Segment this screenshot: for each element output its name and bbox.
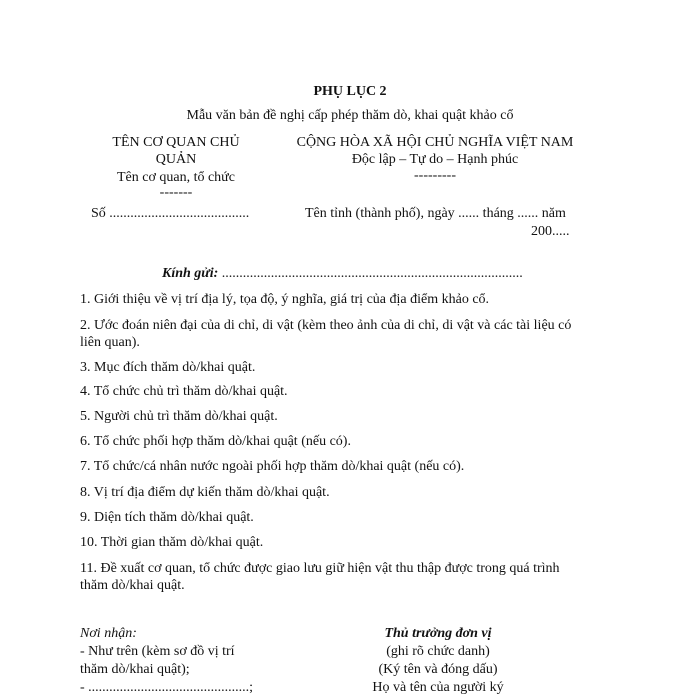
list-item: 2. Ước đoán niên đại của di chỉ, di vật (kèm theo ảnh của di chỉ, di vật và các tài liệu có (80, 318, 572, 333)
document-title: PHỤ LỤC 2 (313, 84, 387, 99)
agency-name-line1: TÊN CƠ QUAN CHỦ (112, 135, 240, 150)
place-date-year: 200..... (531, 224, 570, 239)
salutation-label: Kính gửi: (162, 266, 219, 281)
signer-position-note: (ghi rõ chức danh) (386, 644, 490, 659)
salutation (162, 265, 523, 283)
list-item: 10. Thời gian thăm dò/khai quật. (80, 535, 264, 550)
recipients-label: Nơi nhận: (80, 626, 137, 641)
signer-name-note: Họ và tên của người ký (372, 680, 504, 695)
list-item: 5. Người chủ trì thăm dò/khai quật. (80, 409, 278, 424)
list-item: 4. Tổ chức chủ trì thăm dò/khai quật. (80, 384, 288, 399)
salutation-recipient-dots: ...................................................................................... (221, 266, 523, 281)
list-item: 6. Tổ chức phối hợp thăm dò/khai quật (nếu có). (80, 434, 351, 449)
document-subtitle: Mẫu văn bản đề nghị cấp phép thăm dò, khai quật khảo cổ (186, 108, 514, 123)
list-item: 1. Giới thiệu về vị trí địa lý, tọa độ, ý nghĩa, giá trị của địa điểm khảo cổ. (80, 292, 490, 307)
recipient-line: - ..............................................; (80, 680, 254, 695)
recipient-line: - Như trên (kèm sơ đồ vị trí (80, 644, 235, 659)
list-item-continuation: liên quan). (80, 335, 140, 350)
national-motto: Độc lập – Tự do – Hạnh phúc (351, 152, 519, 167)
signature-seal-note: (Ký tên và đóng dấu) (378, 662, 498, 677)
right-header-rule: --------- (414, 168, 456, 183)
organization-name: Tên cơ quan, tổ chức (116, 170, 235, 185)
agency-name-line2: QUẢN (155, 152, 197, 167)
list-item-continuation: thăm dò/khai quật. (80, 578, 185, 593)
signer-title: Thủ trưởng đơn vị (384, 626, 492, 641)
place-date-line: Tên tỉnh (thành phố), ngày ...... tháng ...... năm (305, 206, 566, 221)
list-item: 9. Diện tích thăm dò/khai quật. (80, 510, 254, 525)
list-item: 11. Đề xuất cơ quan, tổ chức được giao lưu giữ hiện vật thu thập được trong quá trình (80, 561, 560, 576)
document-number: Số ........................................ (91, 206, 250, 221)
list-item: 8. Vị trí địa điểm dự kiến thăm dò/khai quật. (80, 485, 330, 500)
recipient-line: thăm dò/khai quật); (80, 662, 190, 677)
left-header-rule: ------- (159, 185, 193, 200)
list-item: 7. Tổ chức/cá nhân nước ngoài phối hợp thăm dò/khai quật (nếu có). (80, 459, 465, 474)
national-title: CỘNG HÒA XÃ HỘI CHỦ NGHĨA VIỆT NAM (296, 135, 574, 150)
list-item: 3. Mục đích thăm dò/khai quật. (80, 360, 256, 375)
